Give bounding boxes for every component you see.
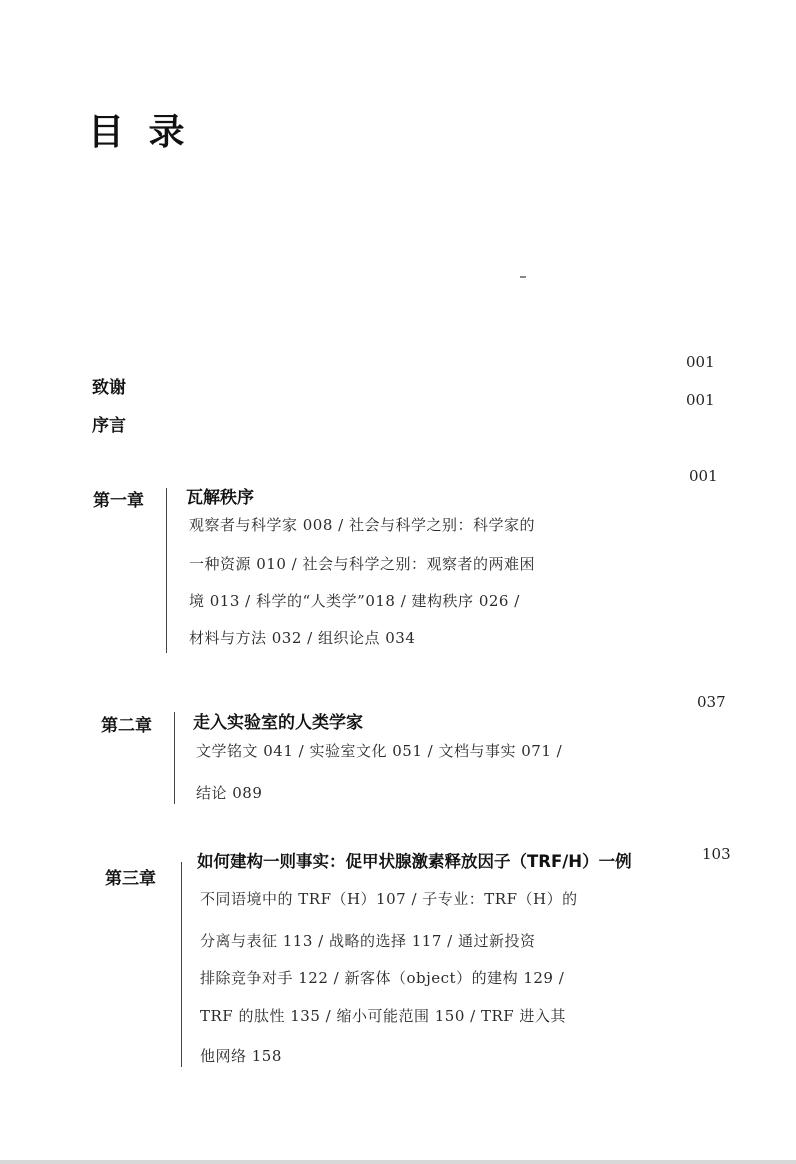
front-matter-label: 致谢: [92, 378, 126, 398]
chapter-title: 如何建构一则事实：促甲状腺激素释放因子（TRF/H）一例: [197, 852, 632, 871]
front-matter-page: 001: [686, 353, 715, 371]
section-line: 一种资源 010 / 社会与科学之别：观察者的两难困: [189, 555, 535, 573]
section-line: 排除竞争对手 122 / 新客体（object）的建构 129 /: [200, 969, 565, 987]
section-line: TRF 的肽性 135 / 缩小可能范围 150 / TRF 进入其: [200, 1007, 566, 1025]
chapter-divider: [174, 712, 175, 804]
section-line: 结论 089: [196, 784, 263, 802]
section-line: 材料与方法 032 / 组织论点 034: [189, 629, 416, 647]
section-line: 观察者与科学家 008 / 社会与科学之别：科学家的: [189, 516, 535, 534]
section-line: 他网络 158: [200, 1047, 282, 1065]
chapter-page: 103: [702, 845, 731, 863]
section-line: 境 013 / 科学的“人类学”018 / 建构秩序 026 /: [189, 592, 520, 610]
chapter-divider: [181, 862, 182, 1067]
scan-speck: [520, 276, 526, 278]
chapter-divider: [166, 488, 167, 653]
chapter-title: 瓦解秩序: [186, 488, 254, 508]
scan-edge: [0, 1160, 796, 1164]
front-matter-page: 001: [686, 391, 715, 409]
chapter-label: 第一章: [93, 491, 144, 511]
chapter-label: 第三章: [105, 869, 156, 889]
section-line: 不同语境中的 TRF（H）107 / 子专业：TRF（H）的: [200, 890, 578, 908]
section-line: 文学铭文 041 / 实验室文化 051 / 文档与事实 071 /: [196, 742, 563, 760]
chapter-title: 走入实验室的人类学家: [193, 713, 363, 733]
chapter-page: 037: [697, 693, 726, 711]
front-matter-label: 序言: [92, 416, 126, 436]
section-line: 分离与表征 113 / 战略的选择 117 / 通过新投资: [200, 932, 536, 950]
chapter-label: 第二章: [101, 716, 152, 736]
chapter-page: 001: [689, 467, 718, 485]
page-title: 目 录: [88, 111, 191, 153]
